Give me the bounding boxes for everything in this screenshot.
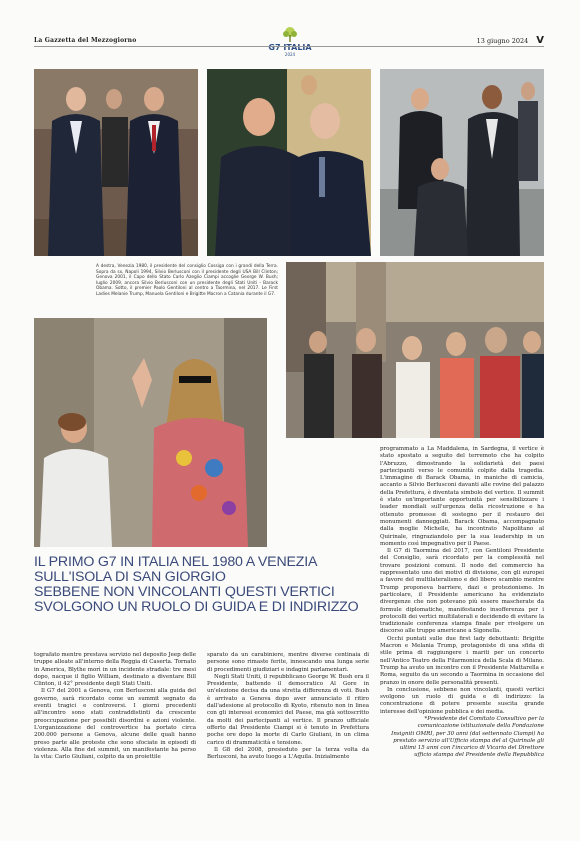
article-column-3: [380, 446, 544, 760]
author-note-line: *Presidente del Comitato Consultivo per la: [424, 715, 544, 722]
date-text: 13 giugno 2024: [476, 37, 529, 45]
author-note: [380, 716, 544, 760]
paragraph: In conclusione, sebbene non vincolanti, questi vertici svolgono un ruolo di guida e di indirizzo: la concentrazione di potere presente suscita grande interesse dell'opinione pubblica e dei media.: [380, 686, 544, 715]
headline: [34, 555, 364, 615]
paragraph: Occhi puntati sulle due first lady debuttanti: Brigitte Macron e Melania Trump, protagoniste di una sfida di stile prima di raggiungere i mariti per un concerto nell'Antico Teatro della Filarmonica della Scala di Milano. Trump ha avuto un incontro con il Presidente Mattarella e Roma, seguito da un secondo a Taormina in occasione del pranzo in onore delle personalità presenti.: [380, 635, 544, 686]
author-note-line: comunicazione istituzionale della Fondazione: [417, 723, 544, 730]
photo-berlusconi-obama: [380, 69, 544, 256]
logo-year: 2024: [284, 52, 296, 57]
paragraph: sparato da un carabiniere, mentre diverse centinaia di persone sono rimaste ferite, innescando una lunga serie di procedimenti giudiziari e indagini parlamentari.: [207, 652, 369, 673]
headline-line-4: SVOLGONO UN RUOLO DI GUIDA E DI INDIRIZZO: [34, 599, 359, 615]
author-note-line: ufficio stampa del Presidente della Repubblica: [414, 752, 544, 759]
photo-caption: A destra, Venezia 1980, il presidente del consiglio Cossiga con i grandi della Terra. Sopra da sx, Napoli 1994, Silvio Berlusconi con il presidente degli USA Bill Clinton; Genova 2001, il Capo dello Stato Carlo Azeglio Ciampi accoglie George W. Bush; luglio 2009, ancora Silvio Berlusconi con un presidente degli Stati Uniti - Barack Obama. Sotto, il premier Paolo Gentiloni al centro a Taormina, nel 2017. Le First Ladies Melanie Trump, Manuela Gentiloni e Brigitte Macron a Catania durante il G7.: [96, 264, 278, 297]
headline-line-3: SEBBENE NON VINCOLANTI QUESTI VERTICI: [34, 584, 335, 600]
photo-ciampi-bush: [207, 69, 371, 256]
photo-taormina-gentiloni: [286, 262, 544, 438]
publication-name: La Gazzetta del Mezzogiorno: [34, 37, 137, 44]
issue-date: [477, 35, 544, 46]
photo-first-ladies: [34, 318, 267, 547]
photo-berlusconi-clinton: [34, 69, 198, 256]
headline-line-1: IL PRIMO G7 IN ITALIA NEL 1980 A VENEZIA: [34, 554, 318, 570]
header-rule: [34, 46, 544, 47]
paragraph: Il G7 di Taormina del 2017, con Gentiloni Presidente del Consiglio, sarà ricordato per la complessità nel trovare posizioni comuni. Il nodo del commercio ha rappresentato uno dei motivi di divisione, con gli europei a favore del multilateralismo e del libero scambio mentre Trump proponeva barriere, dazi e protezionismo. In particolare, il Presidente americano ha evidenziato divergenze che non potevano più essere mascherate da formule diplomatiche, manifestando insofferenza per i protocolli dei vertici multilaterali e decidendo di evitare la tradizionale conferenza stampa finale per rivolgere un discorso alle truppe americane a Sigonella.: [380, 548, 544, 635]
paragraph: Il G8 del 2008, presieduto per la terza volta da Berlusconi, ha avuto luogo a L'Aquila. Inizialmente: [207, 746, 369, 761]
g7-logo: [267, 26, 313, 57]
article-column-1: [34, 652, 196, 761]
logo-text: G7 ITALIA: [268, 43, 312, 52]
paragraph: Il G7 del 2001 a Genova, con Berlusconi alla guida del governo, sarà ricordato come un summit segnato da eventi tragici e controversi. I giorni precedenti all'incontro sono stati contraddistinti da crescente preoccupazione per possibili disordini e azioni violente. L'organizzazione del controvertice ha portato circa 200.000 persone a Genova, alcune delle quali hanno preso parte alle proteste che sono sfociate in episodi di violenza. Alla fine del summit, un manifestante ha perso la vita: Carlo Giuliani, colpito da un proiettile: [34, 688, 196, 761]
olive-tree-icon: [280, 26, 300, 44]
article-column-2: [207, 652, 369, 761]
author-note-line: Insigniti OMRI, per 30 anni (dal settennato Ciampi) ha: [391, 730, 544, 737]
author-note-line: ultimi 15 anni con l'incarico di Vicario del Direttore: [399, 745, 544, 752]
page-section-mark: V: [536, 35, 544, 46]
paragraph: Negli Stati Uniti, il repubblicano George W. Bush era il Presidente, battendo il democratico Al Gore in un'elezione decisa da una stretta differenza di voti. Bush è arrivato a Genova dopo aver annunciato il ritiro dall'adesione al protocollo di Kyoto, ritenuto non in linea con gli interessi economici del Paese, ma già sottoscritto da molti dei partecipanti al vertice. Il pranzo ufficiale offerto dal Presidente Ciampi si è tenuto in Prefettura poche ore dopo la morte di Carlo Giuliani, in un clima carico di drammaticità e tensione.: [207, 673, 369, 746]
paragraph: programmato a La Maddalena, in Sardegna, il vertice è stato spostato a seguito del terremoto che ha colpito l'Abruzzo, dimostrando la solidarietà dei paesi partecipanti verso le comunità colpite dalla tragedia. L'immagine di Barack Obama, in maniche di camicia, accanto a Silvio Berlusconi davanti alle rovine del palazzo della Prefettura, è diventata simbolo del vertice. Il summit è stato un'importante opportunità per sensibilizzare i leader mondiali sull'urgenza della ricostruzione e ha ottenuto promesse di sostegno per il restauro dei monumenti danneggiati. Barack Obama, accompagnato dalla moglie Michelle, ha incontrato Napolitano al Quirinale, ringraziandolo per la sua leadership in un momento così impegnativo per il Paese.: [380, 446, 544, 547]
author-note-line: prestato servizio all'Ufficio stampa del al Quirinale gli: [393, 737, 544, 744]
headline-line-2: SULL'ISOLA DI SAN GIORGIO: [34, 569, 226, 585]
paragraph: tografato mentre prestava servizio nel deposito Jeep delle truppe alleate all'interno della Reggia di Caserta. Tornato in America, Blythe morì in un incidente stradale: tre mesi dopo, nacque il figlio William, destinato a diventare Bill Clinton, il 42° presidente degli Stati Uniti.: [34, 652, 196, 688]
